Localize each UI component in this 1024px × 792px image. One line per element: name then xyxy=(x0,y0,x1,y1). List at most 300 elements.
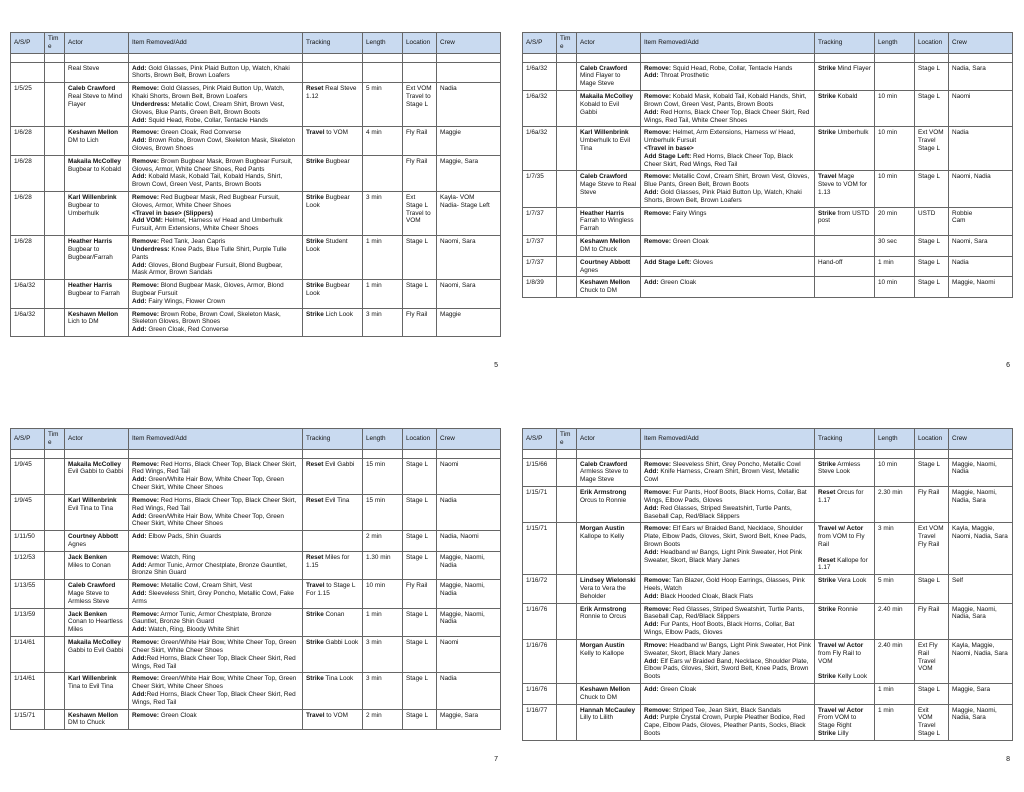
page-8 xyxy=(522,428,1012,780)
tracking-cell xyxy=(303,673,363,709)
table-row xyxy=(523,127,1013,171)
tracking-action: Strike xyxy=(818,605,836,613)
actor-name: Keshawn Mellon xyxy=(580,685,631,693)
location-line: Ext xyxy=(406,194,416,201)
actor-name: Lindsey Wielonski xyxy=(580,577,636,585)
item-line xyxy=(644,129,811,145)
actor-name: Makaila McColley xyxy=(68,460,121,468)
item-action: Remove: xyxy=(132,639,159,647)
length-cell xyxy=(875,62,915,90)
length-cell: 3 min xyxy=(875,523,915,575)
item-action: <Travel in base> xyxy=(644,144,694,152)
actor-name: Caleb Crawford xyxy=(580,460,628,468)
actor-role: Orcus to Ronnie xyxy=(580,496,627,504)
tracking-text: Conan xyxy=(323,610,345,618)
tracking-cell xyxy=(303,308,363,336)
item-cell xyxy=(129,62,303,83)
location-line: Travel to xyxy=(406,209,431,217)
tracking-cell xyxy=(303,531,363,552)
schedule-table xyxy=(10,32,501,337)
time-cell xyxy=(557,639,577,683)
header-row xyxy=(11,33,501,54)
crew-line: Naomi xyxy=(440,639,459,647)
length-cell: 10 min xyxy=(875,277,915,298)
item-action: Add Stage Left: xyxy=(644,152,692,160)
spacer-row xyxy=(523,449,1013,458)
tracking-line xyxy=(818,65,871,73)
item-line xyxy=(132,655,299,671)
tracking-line xyxy=(818,525,871,548)
spacer-cell xyxy=(65,449,129,458)
crew-cell xyxy=(437,62,501,83)
tracking-cell xyxy=(303,155,363,191)
table-body xyxy=(523,449,1013,740)
location-line: Stage L xyxy=(406,675,429,683)
location-line: USTD xyxy=(918,209,936,217)
asp-cell: 1/6a/32 xyxy=(523,91,557,127)
item-action: Remove: xyxy=(132,282,159,290)
crew-cell xyxy=(437,236,501,280)
tracking-line xyxy=(306,461,359,469)
tracking-line xyxy=(818,673,871,681)
tracking-text: Student Look xyxy=(306,238,348,253)
location-line: Stage L xyxy=(918,685,941,693)
item-line xyxy=(644,621,811,637)
item-cell xyxy=(129,637,303,673)
location-line: Stage L xyxy=(918,460,941,468)
item-action: Add: xyxy=(644,72,659,80)
actor-role: DM to Chuck xyxy=(68,719,105,727)
item-action: <Travel in base> (Slippers) xyxy=(132,209,213,217)
actor-cell xyxy=(65,494,129,530)
column-header: Item Removed/Add xyxy=(129,33,303,54)
location-cell xyxy=(915,277,949,298)
tracking-line xyxy=(306,554,359,570)
table-row xyxy=(11,127,501,155)
item-line xyxy=(132,590,299,606)
tracking-action: Strike xyxy=(818,209,836,217)
location-line: Fly Rail xyxy=(918,540,940,548)
item-text: Green Cloak, Red Converse xyxy=(146,326,229,334)
table-body xyxy=(11,53,501,336)
crew-cell xyxy=(437,280,501,308)
item-text: Blond Bugbear Mask, Gloves, Armor, Blond Bugbear Fursuit xyxy=(132,282,284,297)
asp-cell: 1/6/28 xyxy=(11,127,45,155)
column-header: Time xyxy=(45,33,65,54)
asp-cell: 1/6/28 xyxy=(11,192,45,236)
item-line xyxy=(644,593,811,601)
item-cell xyxy=(129,308,303,336)
time-cell xyxy=(45,192,65,236)
table-row xyxy=(11,709,501,730)
actor-cell xyxy=(577,639,641,683)
location-line: Fly Rail xyxy=(406,129,428,137)
actor-cell xyxy=(65,673,129,709)
item-action: Add: xyxy=(132,261,147,269)
tracking-line xyxy=(306,129,359,137)
location-line: Stage L xyxy=(918,577,941,585)
tracking-line xyxy=(818,210,871,226)
crew-line: Maggie, Naomi, Nadia xyxy=(952,460,997,476)
actor-cell xyxy=(65,236,129,280)
spacer-cell xyxy=(815,53,875,62)
location-cell xyxy=(915,256,949,277)
item-text: Red Horns, Black Cheer Top, Black Cheer Skirt, Red Wings, Red Tail xyxy=(132,460,297,476)
crew-cell xyxy=(437,155,501,191)
tracking-line xyxy=(306,282,359,298)
actor-role: Evil Gabbi to Gabbi xyxy=(68,468,124,476)
item-line xyxy=(644,577,811,593)
tracking-action: Strike xyxy=(306,610,324,618)
time-cell xyxy=(557,523,577,575)
crew-cell xyxy=(949,62,1013,90)
actor-cell xyxy=(577,207,641,235)
schedule-table xyxy=(522,428,1013,741)
table-row xyxy=(11,83,501,127)
crew-line: Maggie, Naomi, Nadia xyxy=(440,553,485,569)
table-body xyxy=(523,53,1013,297)
length-cell: 10 min xyxy=(875,127,915,171)
actor-cell xyxy=(577,523,641,575)
tracking-action: Reset xyxy=(306,85,324,93)
actor-cell xyxy=(65,608,129,636)
item-action: Add VOM: xyxy=(132,217,163,225)
time-cell xyxy=(557,256,577,277)
item-action: Add: xyxy=(132,326,147,334)
asp-cell: 1/7/37 xyxy=(523,256,557,277)
spacer-cell xyxy=(915,449,949,458)
actor-name: Keshawn Mellon xyxy=(68,711,119,719)
table-row xyxy=(523,207,1013,235)
table-row xyxy=(11,155,501,191)
time-cell xyxy=(557,91,577,127)
item-text: Watch, Ring xyxy=(159,553,196,561)
table-row xyxy=(523,91,1013,127)
tracking-cell xyxy=(815,236,875,257)
length-cell: 3 min xyxy=(363,308,403,336)
tracking-action: Strike xyxy=(818,730,836,737)
item-cell xyxy=(641,704,815,740)
length-cell: 4 min xyxy=(363,127,403,155)
tracking-text: Vera Look xyxy=(835,577,867,585)
item-line xyxy=(132,611,299,627)
tracking-line xyxy=(818,730,871,738)
item-text: Red Bugbear Mask, Red Bugbear Fursuit, Gloves, Armor, White Cheer Shoes xyxy=(132,194,280,209)
header-row xyxy=(523,429,1013,450)
tracking-cell xyxy=(815,277,875,298)
tracking-action: Reset xyxy=(818,556,836,564)
location-line: Travel xyxy=(918,533,936,541)
location-line: Stage L xyxy=(406,201,429,209)
item-cell xyxy=(641,256,815,277)
actor-role: Conan to Heartless Miles xyxy=(68,618,123,634)
item-line xyxy=(644,279,811,287)
item-action: Remove: xyxy=(644,238,671,246)
asp-cell: 1/11/50 xyxy=(11,531,45,552)
item-action: Add: xyxy=(132,512,147,520)
item-cell xyxy=(641,523,815,575)
spacer-cell xyxy=(45,449,65,458)
crew-cell xyxy=(437,580,501,608)
actor-cell xyxy=(577,683,641,704)
tracking-text: Lich Look xyxy=(323,310,353,318)
location-line: Stage L xyxy=(406,238,429,246)
item-text: Elbow Pads, Shin Guards xyxy=(146,533,222,541)
page-number: 6 xyxy=(1006,362,1010,369)
actor-role: Bugbear to Farrah xyxy=(68,289,120,297)
crew-cell xyxy=(949,458,1013,486)
tracking-line xyxy=(818,129,871,137)
tracking-cell xyxy=(815,256,875,277)
crew-cell xyxy=(437,531,501,552)
actor-role: Kobald to Evil Gabbi xyxy=(580,100,620,116)
tracking-cell xyxy=(303,192,363,236)
tracking-text: Kallope for 1.17 xyxy=(818,556,868,572)
tracking-text: Hand-off xyxy=(818,258,843,266)
crew-line: Maggie xyxy=(440,129,461,137)
actor-role: Chuck to DM xyxy=(580,693,617,701)
asp-cell: 1/7/35 xyxy=(523,171,557,207)
tracking-cell xyxy=(303,62,363,83)
item-line xyxy=(132,533,299,541)
item-cell xyxy=(641,639,815,683)
item-action: Add: xyxy=(132,654,147,662)
table-row xyxy=(11,62,501,83)
location-cell xyxy=(403,551,437,579)
crew-cell xyxy=(949,704,1013,740)
tracking-line xyxy=(306,194,359,210)
item-cell xyxy=(129,83,303,127)
spacer-cell xyxy=(577,449,641,458)
length-cell: 2.40 min xyxy=(875,603,915,639)
page-6 xyxy=(522,32,1012,384)
crew-line: Kayla, Maggie, Naomi, Nadia, Sara xyxy=(952,525,1008,541)
actor-cell xyxy=(577,575,641,603)
column-header: Actor xyxy=(65,429,129,450)
location-line: Stage L xyxy=(918,730,941,737)
tracking-action: Strike xyxy=(306,639,324,647)
item-cell xyxy=(129,192,303,236)
table-row xyxy=(523,575,1013,603)
location-cell xyxy=(915,487,949,523)
actor-name: Jack Benken xyxy=(68,610,108,618)
asp-cell: 1/8/39 xyxy=(523,277,557,298)
actor-role: Farrah to Wingless Farrah xyxy=(580,217,634,233)
tracking-line xyxy=(818,93,871,101)
asp-cell: 1/16/76 xyxy=(523,639,557,683)
location-line: Ext VOM xyxy=(918,525,944,533)
item-line xyxy=(132,117,299,125)
crew-cell xyxy=(949,171,1013,207)
spacer-cell xyxy=(65,53,129,62)
length-cell: 10 min xyxy=(875,91,915,127)
item-text: Gold Glasses, Pink Plaid Button Up, Watch, Khaki Shorts, Brown Belt, Brown Loafers xyxy=(644,189,802,204)
item-action: Add: xyxy=(644,189,659,196)
column-header: Actor xyxy=(577,33,641,54)
item-text: Red Glasses, Striped Sweatshirt, Turtle Pants, Baseball Cap, Red/Black Slippers xyxy=(644,605,805,621)
table-row xyxy=(523,256,1013,277)
item-line xyxy=(132,712,299,720)
asp-cell: 1/6a/32 xyxy=(523,62,557,90)
crew-line: Nadia, Naomi xyxy=(440,533,479,541)
time-cell xyxy=(557,487,577,523)
tracking-line xyxy=(306,712,359,720)
asp-cell: 1/6/28 xyxy=(11,155,45,191)
item-action: Add: xyxy=(132,476,147,484)
spacer-cell xyxy=(11,449,45,458)
tracking-action: Travel w/ Actor xyxy=(818,706,864,714)
column-header: Length xyxy=(875,429,915,450)
item-line xyxy=(644,505,811,521)
actor-cell xyxy=(577,171,641,207)
item-action: Remove: xyxy=(132,85,159,93)
length-cell: 1 min xyxy=(363,608,403,636)
item-text: Green Cloak, Red Converse xyxy=(159,129,242,137)
actor-name: Morgan Austin xyxy=(580,641,625,649)
item-text: Red Tank, Jean Capris xyxy=(159,238,226,246)
item-line xyxy=(644,549,811,565)
location-cell xyxy=(403,155,437,191)
item-text: Green Cloak xyxy=(671,238,709,246)
time-cell xyxy=(45,155,65,191)
page-7 xyxy=(10,428,500,780)
item-line xyxy=(644,109,811,125)
tracking-text: Lilly xyxy=(835,730,849,737)
time-cell xyxy=(557,236,577,257)
time-cell xyxy=(557,277,577,298)
actor-cell xyxy=(65,531,129,552)
crew-cell xyxy=(949,683,1013,704)
item-action: Remove: xyxy=(132,553,159,561)
table-row xyxy=(523,487,1013,523)
tracking-cell xyxy=(303,458,363,494)
item-cell xyxy=(641,603,815,639)
spacer-cell xyxy=(437,449,501,458)
item-action: Add: xyxy=(132,690,147,698)
spacer-cell xyxy=(523,53,557,62)
location-line: Ext VOM xyxy=(918,129,944,137)
time-cell xyxy=(45,62,65,83)
item-action: Remove: xyxy=(132,582,159,590)
item-cell xyxy=(641,487,815,523)
crew-line: Maggie, Naomi, Nadia xyxy=(440,610,485,626)
spacer-row xyxy=(523,53,1013,62)
tracking-cell xyxy=(815,458,875,486)
item-text: Red Horns, Black Cheer Top, Black Cheer Skirt, Red Wings, Red Tail xyxy=(644,152,794,168)
item-text: Helmet, Harness w/ Head and Umberhulk Fursuit, Arm Extensions, White Cheer Shoes xyxy=(132,217,283,233)
tracking-cell xyxy=(815,127,875,171)
item-line xyxy=(644,714,811,737)
time-cell xyxy=(45,580,65,608)
spacer-cell xyxy=(641,53,815,62)
tracking-cell xyxy=(815,91,875,127)
location-line: Travel xyxy=(918,137,936,145)
tracking-text: Kelly Look xyxy=(835,673,868,681)
location-line: Stage L xyxy=(918,64,941,72)
column-header: Length xyxy=(875,33,915,54)
item-action: Remove: xyxy=(132,129,159,137)
location-cell xyxy=(403,673,437,709)
time-cell xyxy=(557,207,577,235)
location-line: Travel xyxy=(918,722,936,730)
location-line: Stage L xyxy=(406,711,429,719)
item-text: Headband w/ Bangs, Light Pink Sweater, Hot Pink Sweater, Skort, Black Mary Janes xyxy=(644,548,803,564)
item-text: Sleeveless Shirt, Grey Poncho, Metallic Cowl, Fake Arms xyxy=(132,590,294,605)
tracking-cell xyxy=(815,171,875,207)
actor-name: Karl Willenbrink xyxy=(68,194,117,201)
length-cell: 2.40 min xyxy=(875,639,915,683)
asp-cell: 1/7/37 xyxy=(523,207,557,235)
tracking-cell xyxy=(303,280,363,308)
spacer-cell xyxy=(577,53,641,62)
time-cell xyxy=(557,127,577,171)
item-text: Gloves, Blond Bugbear Fursuit, Blond Bugbear, Mask Armor, Brown Sandals xyxy=(132,261,283,277)
item-text: Armor Tunic, Armor Chestplate, Bronze Gauntlet, Bronze Shin Guard xyxy=(132,610,272,626)
item-action: Remove: xyxy=(644,64,671,72)
item-cell xyxy=(641,683,815,704)
spacer-cell xyxy=(949,449,1013,458)
location-cell xyxy=(403,709,437,730)
table-row xyxy=(11,192,501,236)
location-cell xyxy=(403,608,437,636)
item-line xyxy=(132,210,299,218)
item-cell xyxy=(641,458,815,486)
asp-cell: 1/16/76 xyxy=(523,683,557,704)
location-cell xyxy=(915,575,949,603)
crew-line: Maggie, Sara xyxy=(440,157,479,165)
table-row xyxy=(11,236,501,280)
item-text: Black Hooded Cloak, Black Flats xyxy=(658,592,754,600)
crew-cell xyxy=(949,523,1013,575)
item-action: Add: xyxy=(132,561,147,569)
item-text: Headband w/ Bangs, Light Pink Sweater, Hot Pink Sweater, Skort, Black Mary Janes xyxy=(644,641,811,657)
item-line xyxy=(644,210,811,218)
item-line xyxy=(132,691,299,707)
tracking-cell xyxy=(303,127,363,155)
item-line xyxy=(132,311,299,327)
table-header xyxy=(11,33,501,54)
item-action: Remove: xyxy=(644,577,671,585)
tracking-text: Gabbi Look xyxy=(323,639,359,647)
item-cell xyxy=(129,709,303,730)
actor-role: Bugbear to Kobald xyxy=(68,165,121,173)
crew-line: Nadia xyxy=(440,85,457,93)
location-line: Stage L xyxy=(406,496,429,504)
time-cell xyxy=(45,531,65,552)
crew-line: Naomi, Sara xyxy=(440,238,476,246)
item-line xyxy=(132,65,299,81)
actor-cell xyxy=(65,280,129,308)
location-line: Rail xyxy=(918,649,930,657)
tracking-line xyxy=(818,549,871,557)
tracking-action: Travel xyxy=(306,129,325,137)
item-line xyxy=(644,65,811,73)
tracking-cell xyxy=(303,709,363,730)
schedule-table xyxy=(10,428,501,730)
length-cell: 30 sec xyxy=(875,236,915,257)
item-line xyxy=(644,259,811,267)
item-text: Elf Ears w/ Braided Band, Necklace, Shoulder Plate, Elbow Pads, Gloves, Skirt, Sword Belt, Knee Pads, Brown Boots xyxy=(644,525,807,548)
length-cell: 15 min xyxy=(363,494,403,530)
item-action: Add: xyxy=(644,621,659,629)
crew-line: Nadia- Stage Left xyxy=(440,201,490,209)
crew-cell xyxy=(949,256,1013,277)
time-cell xyxy=(45,308,65,336)
tracking-line xyxy=(818,577,871,585)
column-header: Crew xyxy=(437,33,501,54)
table-row xyxy=(523,639,1013,683)
item-text: Watch, Ring, Bloody White Shirt xyxy=(146,626,240,634)
